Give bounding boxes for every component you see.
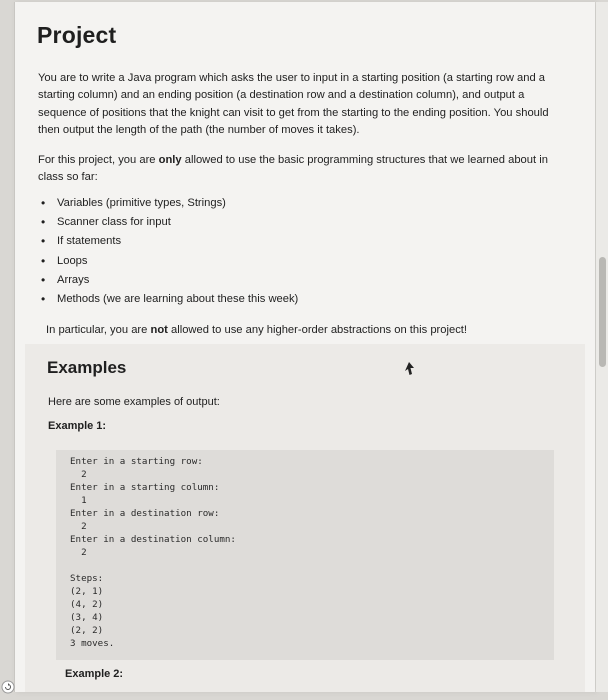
- code-line: 2: [70, 521, 87, 532]
- code-line: (2, 2): [70, 625, 104, 636]
- code-line: Enter in a destination row:: [70, 508, 220, 519]
- list-item: [37, 232, 298, 251]
- code-line: (2, 1): [70, 586, 104, 597]
- list-item-text: Loops: [57, 254, 88, 267]
- scrollbar[interactable]: [596, 2, 608, 692]
- mouse-pointer-icon: [403, 362, 415, 376]
- code-line: 3 moves.: [70, 638, 115, 649]
- code-line: Enter in a starting row:: [70, 456, 203, 467]
- bullet-icon: •: [41, 291, 46, 306]
- abstraction-text-after: allowed to use any higher-order abstractions on this project!: [167, 324, 468, 336]
- code-line: 2: [70, 547, 87, 558]
- code-line: 1: [70, 495, 87, 506]
- list-item-text: If statements: [57, 235, 122, 248]
- bullet-icon: •: [41, 272, 46, 287]
- list-item-text: Methods (we are learning about these this week): [57, 292, 299, 305]
- list-item: [37, 271, 298, 290]
- refresh-icon[interactable]: [0, 679, 16, 695]
- list-item: [37, 194, 298, 213]
- list-item-text: Variables (primitive types, Strings): [57, 197, 226, 209]
- list-item: [37, 252, 298, 271]
- code-line: (4, 2): [70, 599, 104, 610]
- abstraction-paragraph: [46, 322, 566, 339]
- bullet-icon: •: [41, 234, 46, 249]
- code-line: Enter in a destination column:: [70, 534, 236, 545]
- scrollbar-thumb[interactable]: [599, 257, 606, 367]
- restriction-emphasis: only: [158, 154, 182, 166]
- list-item-text: Arrays: [57, 273, 90, 286]
- list-item: [37, 213, 298, 232]
- bullet-icon: •: [41, 253, 46, 268]
- abstraction-emphasis: not: [150, 324, 168, 336]
- bullet-icon: •: [41, 215, 46, 230]
- abstraction-text-before: In particular, you are: [46, 324, 151, 336]
- code-line: Steps:: [70, 573, 104, 584]
- code-block: [56, 450, 554, 660]
- example-1-label: Example 1:: [48, 420, 107, 432]
- list-item: [37, 290, 298, 309]
- code-line: Enter in a starting column:: [70, 482, 220, 493]
- restriction-paragraph: [38, 152, 558, 187]
- list-item-text: Scanner class for input: [57, 216, 171, 229]
- document-page: [14, 2, 595, 692]
- page-title: Project: [37, 22, 117, 48]
- code-line: 2: [70, 469, 87, 480]
- code-line: (3, 4): [70, 612, 104, 623]
- example-2-label: Example 2:: [65, 668, 124, 680]
- allowed-structures-list: [37, 194, 298, 309]
- bullet-icon: •: [41, 196, 46, 210]
- restriction-text-before: For this project, you are: [38, 154, 159, 166]
- intro-paragraph: You are to write a Java program which asks the user to input in a starting position (a starting row and a starting column) and an ending position (a destination row and a destination column), and output a sequence of positions that the knight can visit to get from the starting to the ending position. You should then output the length of the path (the number of moves it takes).: [38, 72, 549, 136]
- restriction-text-after: allowed to use the basic programming structures that we learned about in class so far:: [38, 154, 548, 184]
- examples-section: [25, 344, 585, 692]
- examples-heading: Examples: [47, 358, 127, 377]
- examples-intro: Here are some examples of output:: [48, 396, 220, 408]
